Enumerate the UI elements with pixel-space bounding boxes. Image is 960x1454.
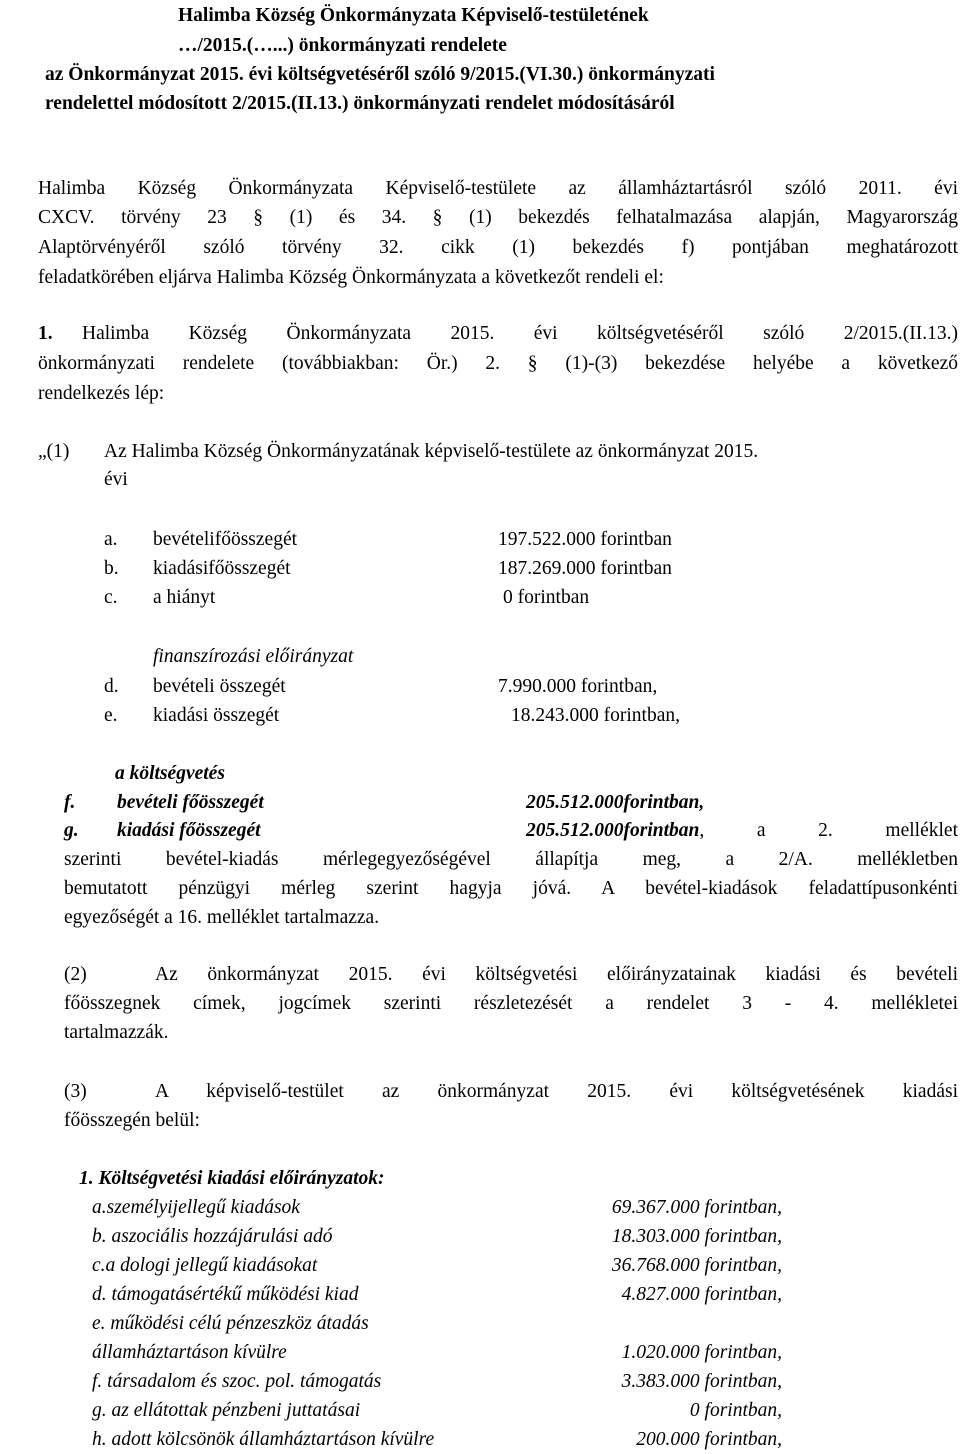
expense-label: g. az ellátottak pénzbeni juttatásai [92,1400,361,1421]
expense-label: h. adott kölcsönök államháztartáson kívülre [92,1429,435,1450]
item-label: kiadási összegét [153,705,280,726]
budget-heading: a költségvetés [115,763,225,784]
para-2-marker: (2) [64,964,87,985]
item-value: 7.990.000 forintban, [498,676,658,697]
item-label: kiadásifőösszegét [153,558,291,579]
item-label: bevételifőösszegét [153,529,298,550]
item-label: a hiányt [153,587,216,608]
doc-title-line-1: Halimba Község Önkormányzata Képviselő-testületének [178,5,649,26]
para-1-text: Az Halimba Község Önkormányzatának képviselő-testülete az önkormányzat 2015. [104,441,759,462]
preamble-line-4: feladatkörében eljárva Halimba Község Önkormányzata a következőt rendeli el: [38,267,664,288]
item-letter: a. [104,529,118,550]
doc-title-line-3: az Önkormányzat 2015. évi költségvetéséről szóló 9/2015.(VI.30.) önkormányzati [45,64,715,85]
para-3-line-2: főösszegén belül: [64,1110,200,1131]
para-2-line-3: tartalmazzák. [64,1022,169,1043]
expense-label: a.személyijellegű kiadások [92,1197,300,1218]
para-1-tail-line-3: egyezőségét a 16. melléklet tartalmazza. [64,907,380,928]
preamble-line-3: Alaptörvényéről szóló törvény 32. cikk (1) bekezdés f) pontjában meghatározott [38,237,958,258]
para-2-line-2: főösszegnek címek, jogcímek szerinti részletezését a rendelet 3 - 4. mellékletei [64,993,958,1014]
item-letter: f. [64,792,76,813]
expense-label: államháztartáson kívülre [92,1342,287,1363]
item-label: kiadási főösszegét [117,820,261,841]
item-label: bevételi főösszegét [117,792,264,813]
expense-label: d. támogatásértékű működési kiad [92,1284,359,1305]
expense-value: 0 forintban, [689,1400,782,1421]
item-label: bevételi összegét [153,676,286,697]
preamble-line-2: CXCV. törvény 23 § (1) és 34. § (1) bekezdés felhatalmazása alapján, Magyarország [38,207,958,228]
para-3-marker: (3) [64,1081,87,1102]
para-2-line-1: Az önkormányzat 2015. évi költségvetési előirányzatainak kiadási és bevételi [155,964,958,985]
doc-title-line-2: …/2015.(…...) önkormányzati rendelete [178,35,507,56]
item-letter: d. [104,676,119,697]
section-1-number: 1. [38,323,53,344]
expenses-heading: 1. Költségvetési kiadási előirányzatok: [79,1168,385,1189]
preamble-line-1: Halimba Község Önkormányzata Képviselő-testülete az államháztartásról szóló 2011. évi [38,178,958,199]
expense-value: 4.827.000 forintban, [621,1284,782,1305]
item-suffix: , a 2. melléklet [699,820,958,841]
para-1-tail-line-2: bemutatott pénzügyi mérleg szerint hagyja jóvá. A bevétel-kiadások feladattípusonkénti [64,878,958,899]
expense-value: 1.020.000 forintban, [621,1342,782,1363]
expense-label: f. társadalom és szoc. pol. támogatás [92,1371,382,1392]
item-value: 205.512.000forintban [526,820,700,841]
section-1-line-3: rendelkezés lép: [38,383,165,404]
expense-label: e. működési célú pénzeszköz átadás [92,1313,369,1334]
para-1-marker: „(1) [38,441,70,462]
item-value: 0 forintban [503,587,590,608]
expense-value: 18.303.000 forintban, [611,1226,782,1247]
para-3-line-1: A képviselő-testület az önkormányzat 2015. évi költségvetésének kiadási [155,1081,958,1102]
item-value: 205.512.000forintban, [526,792,705,813]
section-1-line-1: Halimba Község Önkormányzata 2015. évi költségvetéséről szóló 2/2015.(II.13.) [82,323,958,344]
item-value: 187.269.000 forintban [498,558,672,579]
expense-value: 36.768.000 forintban, [611,1255,782,1276]
para-1-text-2: évi [104,469,128,490]
item-letter: e. [104,705,118,726]
item-value: 197.522.000 forintban [498,529,672,550]
expense-label: c.a dologi jellegű kiadásokat [92,1255,318,1276]
doc-title-line-4: rendelettel módosított 2/2015.(II.13.) önkormányzati rendelet módosításáról [45,93,675,114]
finance-heading: finanszírozási előirányzat [153,646,354,667]
item-value-row [526,819,958,843]
expense-value: 200.000 forintban, [636,1429,782,1450]
expense-value: 3.383.000 forintban, [621,1371,782,1392]
expense-value: 69.367.000 forintban, [611,1197,782,1218]
item-letter: g. [64,820,79,841]
expense-label: b. aszociális hozzájárulási adó [92,1226,333,1247]
item-letter: b. [104,558,119,579]
item-value: 18.243.000 forintban, [511,705,680,726]
section-1-line-2: önkormányzati rendelete (továbbiakban: Ör.) 2. § (1)-(3) bekezdése helyébe a következő [38,353,958,374]
item-letter: c. [104,587,118,608]
para-1-tail-line-1: szerinti bevétel-kiadás mérlegegyezőségével állapítja meg, a 2/A. mellékletben [64,849,958,870]
